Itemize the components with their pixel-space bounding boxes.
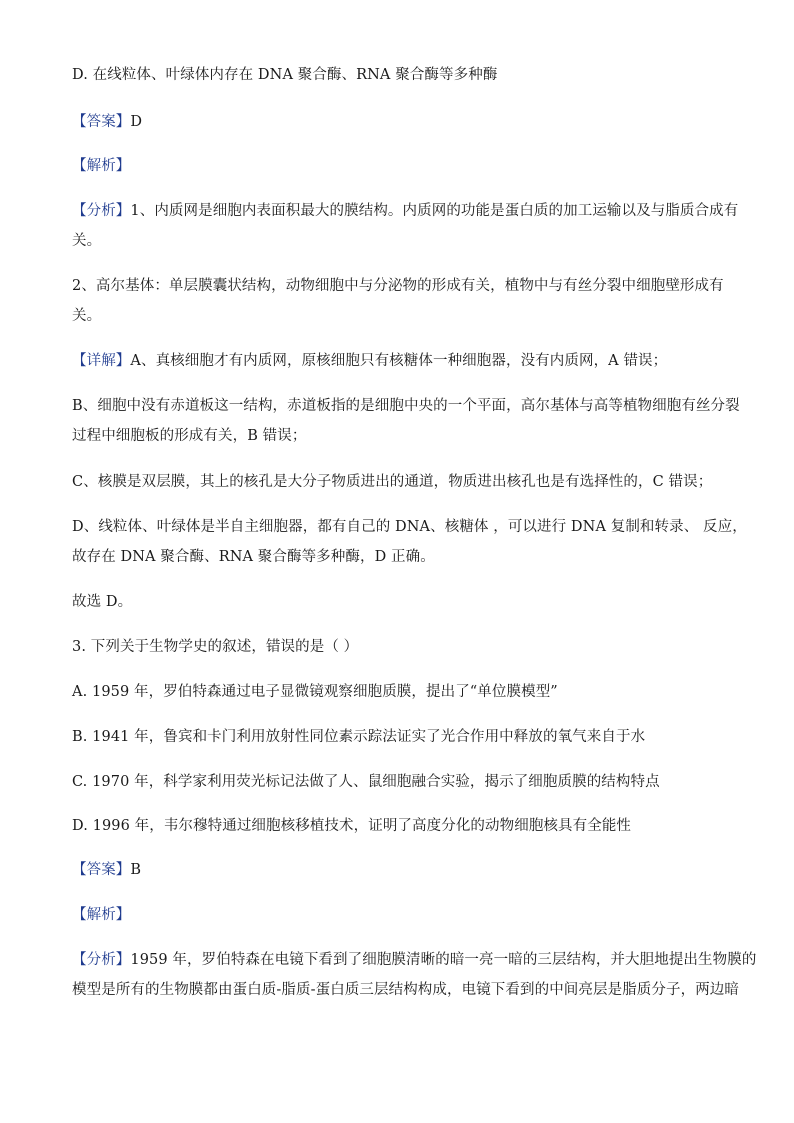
- fenxi-text: 1、内质网是细胞内表面积最大的膜结构。内质网的功能是蛋白质的加工运输以及与脂质合成有: [130, 203, 739, 219]
- explain-c-line: C、核膜是双层膜，其上的核孔是大分子物质进出的通道，物质进出核孔也是有选择性的，C 错误；: [72, 474, 713, 490]
- analysis-tag: 【解析】: [72, 158, 131, 174]
- fenxi-tag: 【分析】: [72, 952, 131, 968]
- analysis-heading-q3: [72, 905, 732, 925]
- analysis-heading-q2: [72, 156, 732, 176]
- fenxi-q3-line-1: [72, 950, 757, 970]
- golgi-line-2: 关。: [72, 308, 102, 324]
- answer-line-q2: [72, 112, 732, 132]
- answer-value: B: [130, 862, 142, 878]
- q3-option-a: A. 1959 年，罗伯特森通过电子显微镜观察细胞质膜，提出了“单位膜模型”: [72, 684, 558, 700]
- fenxi-line-1: [72, 201, 739, 221]
- explain-b-line-1: B、细胞中没有赤道板这一结构，赤道板指的是细胞中央的一个平面，高尔基体与高等植物细胞有丝分裂: [72, 398, 740, 414]
- answer-value: D: [130, 114, 143, 130]
- option-d-text: D. 在线粒体、叶绿体内存在 DNA 聚合酶、RNA 聚合酶等多种酶: [72, 67, 498, 83]
- choose-line: 故选 D。: [72, 594, 133, 610]
- fenxi-q3-line-2: 模型是所有的生物膜都由蛋白质-脂质-蛋白质三层结构构成，电镜下看到的中间亮层是脂质分子，两边暗: [72, 982, 739, 998]
- xiangjie-tag: 【详解】: [72, 353, 131, 369]
- golgi-line-1: 2、高尔基体：单层膜囊状结构，动物细胞中与分泌物的形成有关，植物中与有丝分裂中细胞壁形成有: [72, 278, 724, 294]
- question-3-stem: 3. 下列关于生物学史的叙述，错误的是（ ）: [72, 639, 359, 655]
- answer-tag: 【答案】: [72, 114, 131, 130]
- xiangjie-text: A、真核细胞才有内质网，原核细胞只有核糖体一种细胞器，没有内质网，A 错误；: [130, 353, 668, 369]
- answer-line-q3: [72, 860, 732, 880]
- q3-option-b: B. 1941 年，鲁宾和卡门利用放射性同位素示踪法证实了光合作用中释放的氧气来自于水: [72, 729, 646, 745]
- explain-d-line-2: 故存在 DNA 聚合酶、RNA 聚合酶等多种酶，D 正确。: [72, 549, 435, 565]
- fenxi-text: 1959 年，罗伯特森在电镜下看到了细胞膜清晰的暗一亮一暗的三层结构，并大胆地提出生物膜的: [130, 952, 757, 968]
- q3-option-d: D. 1996 年，韦尔穆特通过细胞核移植技术，证明了高度分化的动物细胞核具有全能性: [72, 818, 632, 834]
- xiangjie-line: [72, 351, 732, 371]
- answer-tag: 【答案】: [72, 862, 131, 878]
- analysis-tag: 【解析】: [72, 907, 131, 923]
- q3-option-c: C. 1970 年，科学家利用荧光标记法做了人、鼠细胞融合实验，揭示了细胞质膜的结构特点: [72, 774, 660, 790]
- explain-b-line-2: 过程中细胞板的形成有关，B 错误；: [72, 428, 307, 444]
- fenxi-tag: 【分析】: [72, 203, 131, 219]
- explain-d-line-1: D、线粒体、叶绿体是半自主细胞器，都有自己的 DNA、核糖体 ，可以进行 DNA 复制和转录、 反应，: [72, 519, 747, 535]
- fenxi-line-2: 关。: [72, 233, 102, 249]
